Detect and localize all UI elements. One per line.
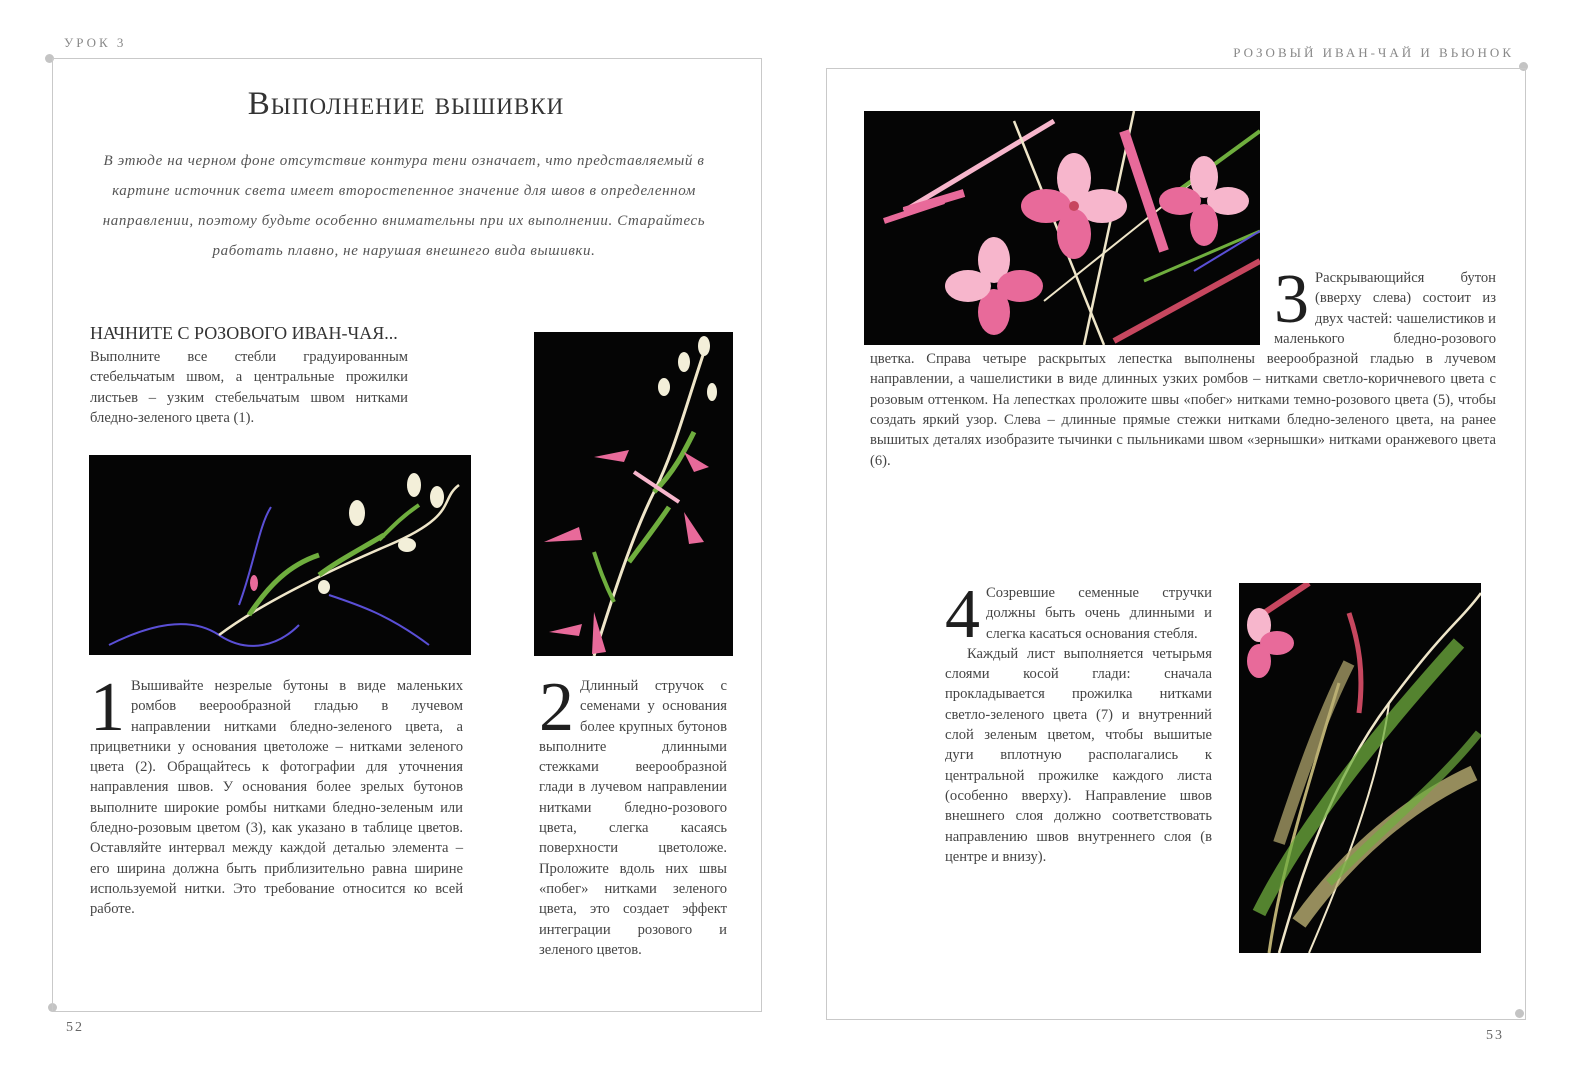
- running-head-right: РОЗОВЫЙ ИВАН-ЧАЙ И ВЬЮНОК: [1233, 45, 1514, 60]
- section-heading: НАЧНИТЕ С РОЗОВОГО ИВАН-ЧАЯ...: [90, 323, 398, 343]
- step2-block: [539, 669, 727, 960]
- section-text: Выполните все стебли градуированным стебельчатым швом, а центральные прожилки листьев – узким стебельчатым швом нитками бледно-зеленого цвета (1).: [90, 349, 408, 426]
- step4-block: [945, 576, 1212, 867]
- page-number-left: 52: [66, 1020, 84, 1035]
- step1-number: 1: [90, 669, 125, 746]
- step4-text: Созревшие семенные стручки должны быть очень длинными и слегка касаться основания стебля.: [986, 585, 1212, 642]
- photo-step1-stem-buds: [89, 455, 471, 655]
- step1-text: Вышивайте незрелые бутоны в виде маленьких ромбов веерообразной гладью в лучевом направлении нитками бледно-зеленого цвета, а прицветники у основания цветоложе – нитками зеленого цвета (2). Обращайтесь к фотографии для уточнения направления швов. У основания более зрелых бутонов выполните широкие ромбы нитками бледно-зеленым или бледно-розовым цветом (3), как указано в таблице цветов. Оставляйте интервал между каждой деталью элемента – его ширина должна быть приблизительно равна ширине используемой нитки. Это требование относится ко всей работе.: [90, 678, 463, 918]
- running-head-left: УРОК 3: [64, 35, 127, 50]
- step2-text: Длинный стручок с семенами у основания более крупных бутонов выполните длинными стежками веерообразной глади в лучевом направлении нитками бледно-розового цвета, слегка касаясь поверхности цветоложе. Проложите вдоль них швы «побег» нитками зеленого цвета, это создает эффект интеграции розового и зеленого цветов.: [539, 678, 727, 958]
- step1-block: [90, 669, 463, 920]
- step2-number: 2: [539, 669, 574, 746]
- step3-text: Раскрывающийся бутон (вверху слева) состоит из двух частей: чашелистиков и маленького бледно-розового цветка. Справа четыре раскрытых лепестка выполнены веерообразной гладью в лучевом направлении, а чашелистики в виде длинных узких ромбов – нитками светло-коричневого цвета с розовым оттенком. На лепестках проложите швы «побег» нитками темно-розового цвета (5), чтобы создать яркий узор. Слева – длинные прямые стежки нитками бледно-зеленого цвета, на ранее вышитых деталях изобразите тычинки с пыльниками швом «зернышки» нитками оранжевого цвета (6).: [870, 270, 1496, 469]
- photo-step4-leaves: [1239, 583, 1481, 953]
- page-title: Выполнение вышивки: [247, 86, 565, 122]
- intro-paragraph: В этюде на черном фоне отсутствие контура тени означает, что представляемый в картине источник света имеет второстепенное значение для швов в определенном направлении, поэтому будьте особенно внимательны при их выполнении. Старайтесь работать плавно, не нарушая внешнего вида вышивки.: [102, 153, 706, 259]
- step3-block: [870, 261, 1496, 471]
- step3-number: 3: [1274, 261, 1309, 338]
- step4-text-continued: Каждый лист выполняется четырьмя слоями косой глади: сначала прокладывается прожилка нитками светло-зеленого цвета (7) и внутренний слой зеленым цветом, чтобы вышитые дуги вплотную располагались к центральной прожилке каждого листа (особенно вверху). Направление швов внешнего слоя должно соответствовать направлению швов внутреннего слоя (в центре и внизу).: [945, 645, 1212, 865]
- photo-step2-seed-pods: [534, 332, 733, 656]
- page-number-right: 53: [1486, 1028, 1504, 1043]
- step4-number: 4: [945, 576, 980, 653]
